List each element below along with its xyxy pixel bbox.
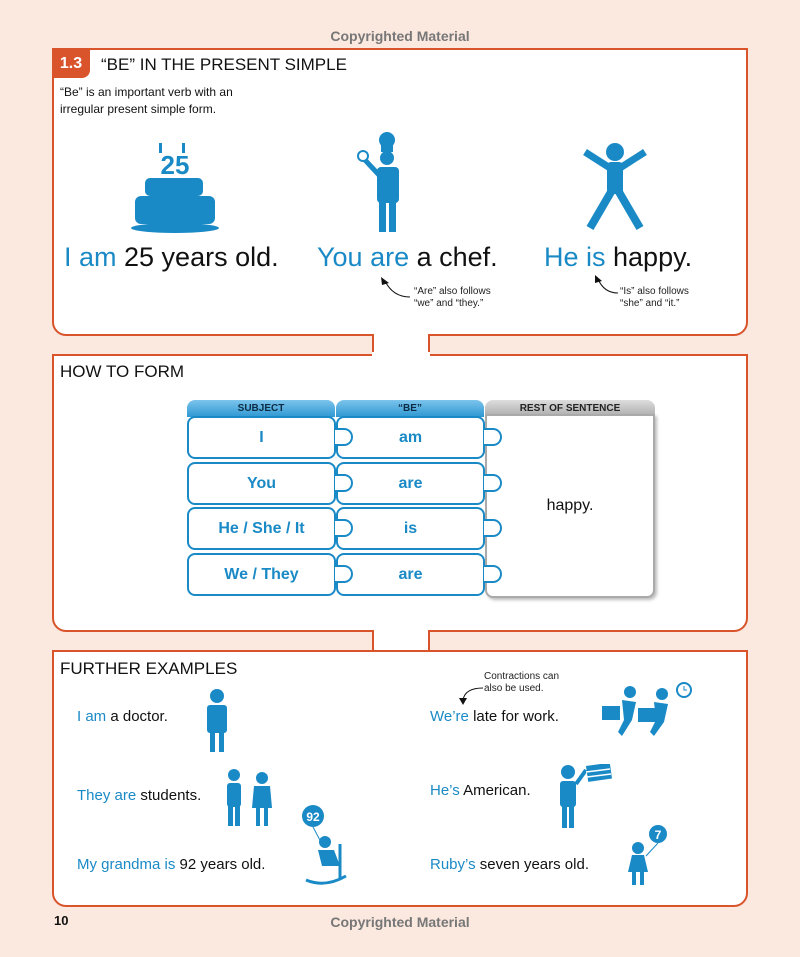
sentence-rest: American.: [459, 782, 531, 799]
section-title: HOW TO FORM: [60, 362, 185, 381]
sentence-rest: seven years old.: [475, 856, 589, 873]
note-are: [414, 286, 491, 310]
puzzle-knob: [335, 474, 353, 492]
arrow-icon: [375, 275, 415, 305]
puzzle-knob: [335, 519, 353, 537]
note-line: Contractions can: [484, 671, 560, 682]
arrow-icon: [455, 684, 485, 709]
example-he-is: [544, 242, 692, 273]
cake-number: 25: [160, 150, 190, 180]
subject-cell: We / They: [187, 553, 336, 596]
header-subject: SUBJECT: [187, 400, 335, 417]
birthday-cake-icon: [130, 140, 220, 235]
verb-highlight: They are: [77, 787, 137, 804]
sentence-rest: late for work.: [468, 708, 559, 725]
copyright-header: Copyrighted Material: [330, 28, 470, 44]
american-man-flag-icon: [556, 764, 612, 830]
note-contractions: [484, 671, 559, 695]
sentence-rest: happy.: [605, 242, 693, 272]
sentence-rest: 92 years old.: [175, 856, 266, 873]
sentence-rest: a chef.: [409, 242, 498, 272]
note-is: [620, 286, 689, 310]
running-late-people-icon: [600, 680, 695, 738]
copyright-footer: Copyrighted Material: [330, 914, 470, 930]
intro-line: “Be” is an important verb with an: [60, 85, 233, 99]
subject-cell: I: [187, 416, 336, 459]
sentence-rest: students.: [136, 787, 202, 804]
example-you-are: [317, 242, 498, 273]
puzzle-knob: [335, 565, 353, 583]
example-grandma: [77, 856, 265, 873]
puzzle-knob: [484, 565, 502, 583]
be-cell: are: [336, 462, 485, 505]
verb-highlight: He is: [544, 242, 606, 272]
be-cell: are: [336, 553, 485, 596]
sentence-rest: a doctor.: [106, 708, 168, 725]
verb-highlight: I am: [77, 708, 107, 725]
note-line: “Is” also follows: [620, 286, 689, 297]
verb-highlight: My grandma is: [77, 856, 176, 873]
note-line: “Are” also follows: [414, 286, 491, 297]
be-cell: is: [336, 507, 485, 550]
happy-jumping-man-icon: [570, 140, 660, 235]
header-be: “BE”: [336, 400, 484, 417]
example-ruby: [430, 856, 589, 873]
chef-icon: [355, 130, 415, 235]
example-i-am: [64, 242, 279, 273]
page-number: 10: [54, 913, 69, 928]
verb-highlight: We’re: [430, 708, 469, 725]
grandma-rocking-chair-icon: [300, 804, 350, 886]
sentence-rest: 25 years old.: [116, 242, 279, 272]
verb-highlight: I am: [64, 242, 117, 272]
section-connector: [372, 630, 430, 652]
puzzle-knob: [484, 474, 502, 492]
example-late: [430, 708, 559, 725]
section-title: FURTHER EXAMPLES: [60, 659, 238, 678]
example-doctor: [77, 708, 168, 725]
section-title: “BE” IN THE PRESENT SIMPLE: [101, 55, 347, 74]
puzzle-knob: [335, 428, 353, 446]
intro-text: [60, 84, 233, 118]
puzzle-knob: [484, 428, 502, 446]
section-number: 1.3: [52, 48, 90, 78]
note-line: also be used.: [484, 683, 544, 694]
balloon-number: 7: [654, 828, 662, 842]
note-line: “we” and “they.”: [414, 298, 484, 309]
verb-highlight: He’s: [430, 782, 460, 799]
students-icon: [222, 768, 278, 828]
note-line: “she” and “it.”: [620, 298, 680, 309]
intro-line: irregular present simple form.: [60, 102, 217, 116]
doctor-icon: [200, 688, 234, 754]
rest-cell: happy.: [485, 414, 655, 598]
example-students: [77, 787, 201, 804]
subject-cell: He / She / It: [187, 507, 336, 550]
be-cell: am: [336, 416, 485, 459]
girl-balloon-icon: [620, 824, 670, 886]
example-american: [430, 782, 531, 799]
header-rest: REST OF SENTENCE: [485, 400, 655, 417]
connector-join: [372, 352, 430, 356]
arrow-icon: [592, 273, 622, 303]
balloon-number: 92: [306, 810, 320, 824]
puzzle-knob: [484, 519, 502, 537]
verb-highlight: You are: [317, 242, 410, 272]
verb-highlight: Ruby’s: [430, 856, 476, 873]
subject-cell: You: [187, 462, 336, 505]
